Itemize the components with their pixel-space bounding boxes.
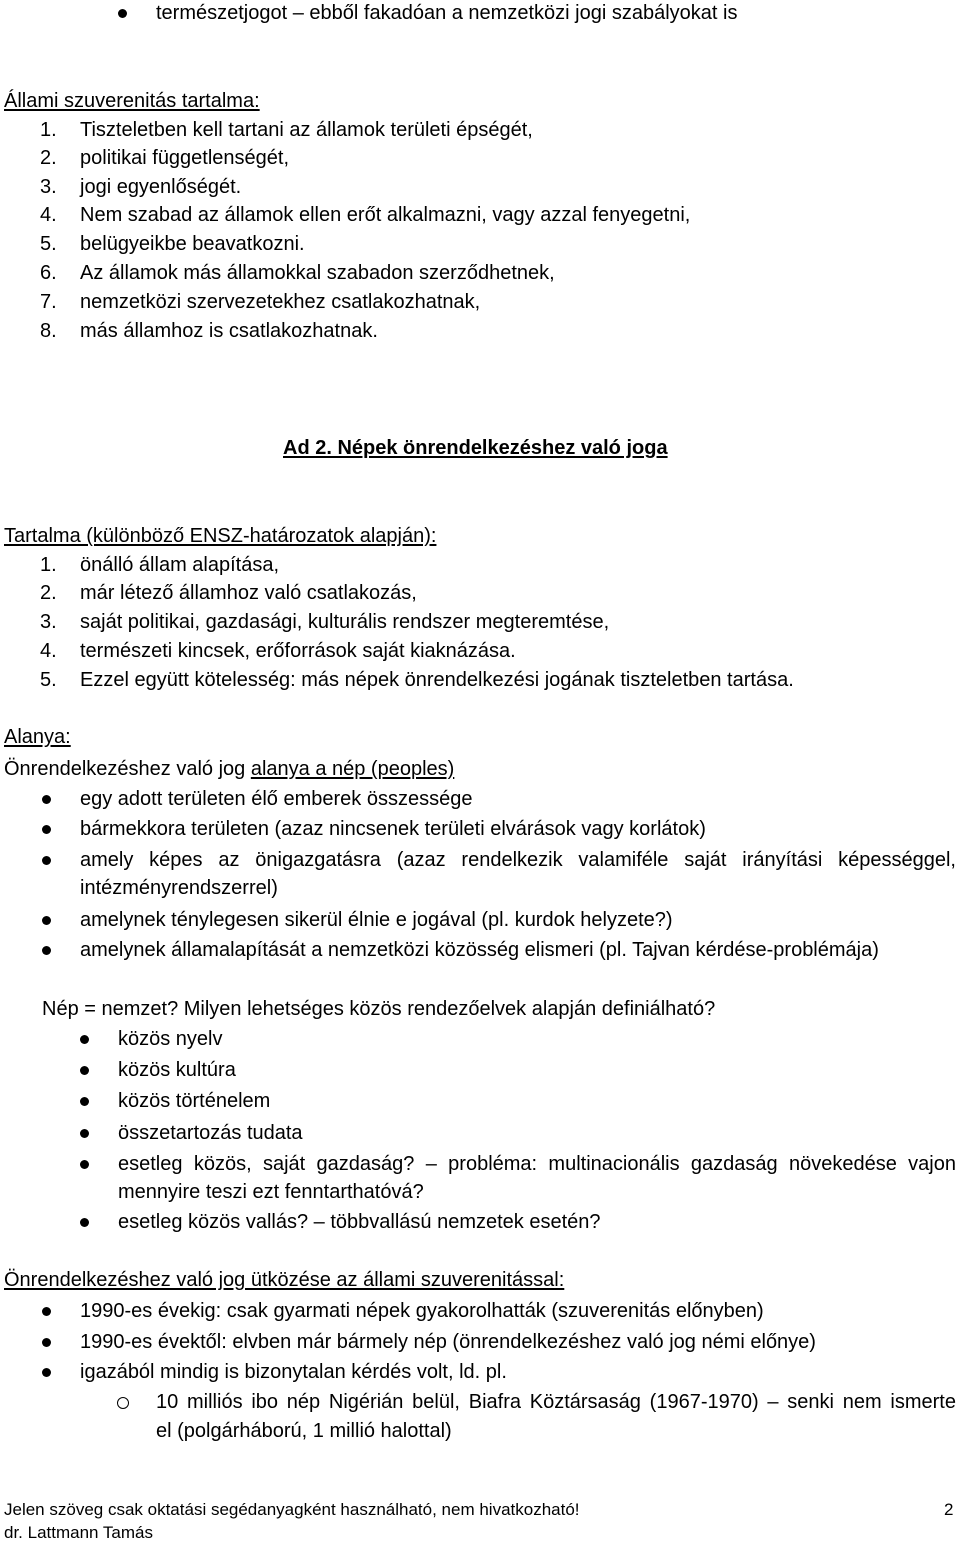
conflict-heading: Önrendelkezéshez való jog ütközése az állami szuverenitással: [4, 1269, 565, 1291]
list-item: igazából mindig is bizonytalan kérdés volt, ld. pl. [80, 1361, 507, 1383]
bullet-dot-icon [118, 9, 127, 18]
list-item: közös kultúra [118, 1059, 236, 1081]
list-item: közös történelem [118, 1090, 271, 1112]
list-item: amelynek államalapítását a nemzetközi közösség elismeri (pl. Tajvan kérdése-problémája) [80, 939, 879, 961]
list-number: 3. [40, 611, 57, 633]
bullet-dot-icon [42, 916, 51, 925]
bullet-dot-icon [80, 1129, 89, 1138]
bullet-dot-icon [42, 946, 51, 955]
list-number: 1. [40, 554, 57, 576]
list-item: esetleg közös vallás? – többvallású nemzetek esetén? [118, 1211, 601, 1233]
list-item: amelynek ténylegesen sikerül élnie e jogával (pl. kurdok helyzete?) [80, 909, 673, 931]
list-item: más államhoz is csatlakozhatnak. [80, 320, 378, 342]
subject-intro-underlined: alanya a nép (peoples) [250, 758, 455, 780]
list-item: Az államok más államokkal szabadon szerződhetnek, [80, 262, 555, 284]
list-item: 1990-es évektől: elvben már bármely nép (önrendelkezéshez való jog némi előnye) [80, 1331, 816, 1353]
list-item: összetartozás tudata [118, 1122, 303, 1144]
section-title: Ad 2. Népek önrendelkezéshez való joga [283, 437, 668, 459]
top-bullet-text: természetjogot – ebből fakadóan a nemzetközi jogi szabályokat is [156, 2, 738, 24]
footer-author: dr. Lattmann Tamás [4, 1523, 153, 1542]
bullet-dot-icon [42, 795, 51, 804]
list-number: 2. [40, 147, 57, 169]
sovereignty-heading: Állami szuverenitás tartalma: [4, 90, 260, 112]
list-item: jogi egyenlőségét. [80, 176, 242, 198]
list-item: amely képes az önigazgatásra (azaz rendelkezik valamiféle saját irányítási képességgel, [80, 849, 956, 871]
list-item-continuation: mennyire teszi ezt fenntarthatóvá? [118, 1181, 424, 1203]
list-item: közös nyelv [118, 1028, 223, 1050]
subject-intro-text: Önrendelkezéshez való jog [4, 758, 251, 780]
nation-question: Nép = nemzet? Milyen lehetséges közös rendezőelvek alapján definiálható? [42, 998, 716, 1020]
list-item: Nem szabad az államok ellen erőt alkalmazni, vagy azzal fenyegetni, [80, 204, 691, 226]
bullet-dot-icon [42, 1307, 51, 1316]
list-number: 4. [40, 204, 57, 226]
list-item-continuation: intézményrendszerrel) [80, 877, 278, 899]
list-number: 4. [40, 640, 57, 662]
list-item: Tiszteletben kell tartani az államok területi épségét, [80, 119, 533, 141]
list-number: 5. [40, 669, 57, 691]
list-number: 3. [40, 176, 57, 198]
bullet-dot-icon [80, 1097, 89, 1106]
list-item: természeti kincsek, erőforrások saját kiaknázása. [80, 640, 516, 662]
list-item: saját politikai, gazdasági, kulturális rendszer megteremtése, [80, 611, 610, 633]
page-number: 2 [944, 1500, 954, 1519]
hollow-bullet-icon [117, 1397, 129, 1409]
list-item: belügyeikbe beavatkozni. [80, 233, 305, 255]
bullet-dot-icon [42, 856, 51, 865]
bullet-dot-icon [80, 1218, 89, 1227]
bullet-dot-icon [42, 825, 51, 834]
list-number: 2. [40, 582, 57, 604]
subject-heading: Alanya: [4, 726, 71, 748]
footer-note: Jelen szöveg csak oktatási segédanyagként használható, nem hivatkozható! [4, 1500, 580, 1519]
list-number: 5. [40, 233, 57, 255]
list-item: 1990-es évekig: csak gyarmati népek gyakorolhatták (szuverenitás előnyben) [80, 1300, 764, 1322]
bullet-dot-icon [80, 1035, 89, 1044]
list-item: politikai függetlenségét, [80, 147, 290, 169]
bullet-dot-icon [42, 1338, 51, 1347]
list-item: önálló állam alapítása, [80, 554, 280, 576]
list-number: 1. [40, 119, 57, 141]
list-item: egy adott területen élő emberek összessége [80, 788, 473, 810]
list-item: Ezzel együtt kötelesség: más népek önrendelkezési jogának tiszteletben tartása. [80, 669, 794, 691]
content-heading: Tartalma (különböző ENSZ-határozatok alapján): [4, 525, 437, 547]
list-item: esetleg közös, saját gazdaság? – probléma: multinacionális gazdaság növekedése vajon [118, 1153, 956, 1175]
list-number: 8. [40, 320, 57, 342]
list-item: nemzetközi szervezetekhez csatlakozhatnak, [80, 291, 481, 313]
list-item: bármekkora területen (azaz nincsenek területi elvárások vagy korlátok) [80, 818, 706, 840]
list-number: 7. [40, 291, 57, 313]
sub-list-item: 10 milliós ibo nép Nigérián belül, Biafra Köztársaság (1967-1970) – senki nem ismerte [156, 1391, 956, 1413]
bullet-dot-icon [80, 1160, 89, 1169]
subject-intro [4, 757, 454, 781]
list-number: 6. [40, 262, 57, 284]
list-item: már létező államhoz való csatlakozás, [80, 582, 417, 604]
sub-list-item-continuation: el (polgárháború, 1 millió halottal) [156, 1420, 452, 1442]
bullet-dot-icon [80, 1066, 89, 1075]
bullet-dot-icon [42, 1368, 51, 1377]
